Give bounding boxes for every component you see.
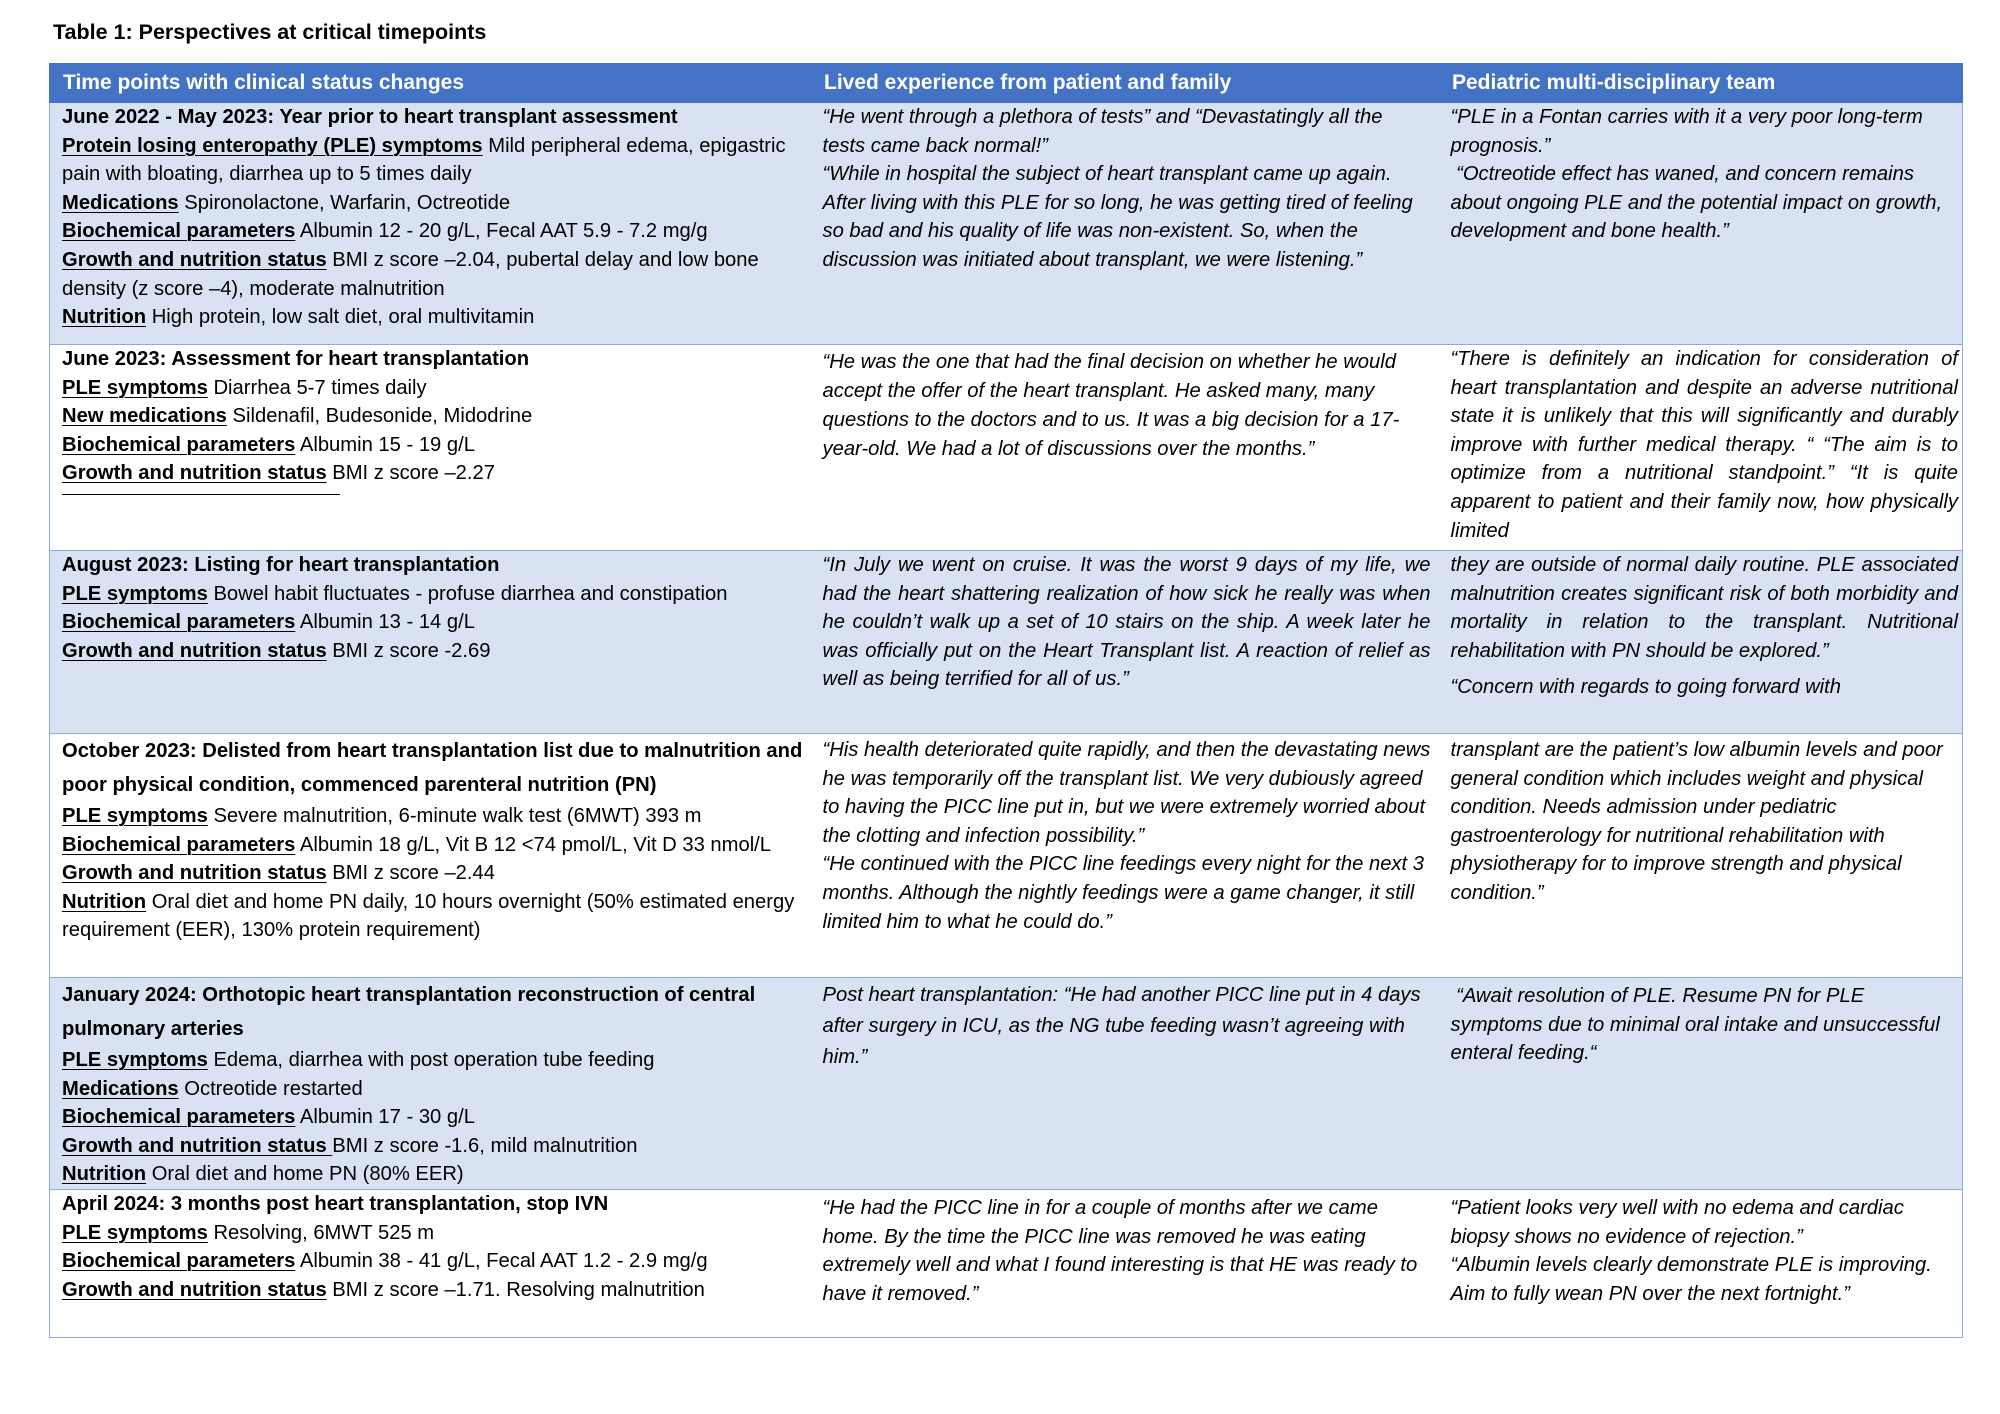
detail-value: Edema, diarrhea with post operation tube feeding	[207, 1049, 655, 1071]
detail-value: Albumin 38 - 41 g/L, Fecal AAT 1.2 - 2.9 mg/g	[295, 1250, 708, 1273]
timepoint-cell	[50, 103, 811, 345]
team-cell	[1439, 103, 1963, 345]
table-caption: Table 1: Perspectives at critical timepoints	[53, 20, 487, 44]
header-lived-experience: Lived experience from patient and family	[811, 64, 1439, 103]
table-row	[50, 978, 1963, 1190]
lived-quote: “He was the one that had the final decision on whether he would accept the offer of the heart transplant. He asked many, many questions to the doctors and to us. It was a big decision for a 17-year-old. We had a lot of discussions over the months.”	[822, 351, 1400, 460]
detail-value: BMI z score -2.69	[326, 639, 491, 662]
detail-line	[62, 217, 803, 246]
header-team: Pediatric multi-disciplinary team	[1439, 64, 1963, 103]
detail-value: BMI z score –2.27	[326, 462, 495, 485]
detail-label: Medications	[62, 191, 179, 214]
detail-line	[62, 246, 803, 303]
lived-quote: “While in hospital the subject of heart transplant came up again. After living with this PLE for so long, he was getting tired of feeling so bad and his quality of life was non-existent. So, when the discussion was initiated about transplant, we were listening.”	[822, 163, 1413, 271]
detail-value: Octreotide restarted	[178, 1077, 363, 1100]
detail-value: Bowel habit fluctuates - profuse diarrhea and constipation	[207, 582, 728, 605]
timepoint-title: June 2022 - May 2023: Year prior to heart transplant assessment	[62, 106, 678, 128]
detail-line	[62, 303, 803, 332]
timepoint-cell	[50, 734, 811, 978]
timepoint-cell	[50, 978, 811, 1190]
team-cell	[1439, 345, 1963, 551]
team-cell	[1439, 978, 1963, 1190]
detail-label: Biochemical parameters	[62, 1250, 296, 1273]
detail-line	[62, 1247, 803, 1276]
timepoint-title: October 2023: Delisted from heart transplantation list due to malnutrition and poor physical condition, commenced parenteral nutrition (PN)	[62, 740, 803, 796]
detail-line	[62, 1103, 803, 1132]
detail-value: Albumin 12 - 20 g/L, Fecal AAT 5.9 - 7.2 mg/g	[295, 220, 708, 243]
table-row	[50, 345, 1963, 551]
detail-label: Biochemical parameters	[62, 611, 296, 634]
team-quote: transplant are the patient’s low albumin levels and poor general condition which includes weight and physical condition. Needs admission under pediatric gastroenterology for nutritional rehabilitation with physiotherapy for to improve strength and physical condition.”	[1450, 739, 1943, 904]
lived-quote: “He had the PICC line in for a couple of months after we came home. By the time the PICC line was removed he was eating extremely well and what I found interesting is that HE was ready to have it removed.”	[822, 1197, 1418, 1305]
detail-label: PLE symptoms	[62, 805, 208, 827]
lived-experience-cell	[811, 551, 1439, 734]
detail-line	[62, 859, 803, 888]
header-time-points: Time points with clinical status changes	[50, 64, 811, 103]
timepoint-cell	[50, 345, 811, 551]
table-row	[50, 103, 1963, 345]
timepoint-title: June 2023: Assessment for heart transplantation	[62, 348, 530, 370]
lived-experience-cell	[811, 1190, 1439, 1338]
detail-label: Nutrition	[62, 1163, 147, 1186]
team-quote: “Octreotide effect has waned, and concern remains about ongoing PLE and the potential impact on growth, development and bone health.”	[1450, 163, 1943, 243]
detail-value: Diarrhea 5-7 times daily	[207, 376, 427, 399]
lived-experience-cell	[811, 103, 1439, 345]
detail-label: Protein losing enteropathy (PLE) symptoms	[62, 134, 483, 157]
detail-label: Biochemical parameters	[62, 220, 296, 243]
detail-label: PLE symptoms	[62, 582, 208, 605]
detail-value: Albumin 18 g/L, Vit B 12 <74 pmol/L, Vit D 33 nmol/L	[295, 833, 772, 856]
detail-label: PLE symptoms	[62, 1049, 208, 1071]
detail-value: Sildenafil, Budesonide, Midodrine	[226, 405, 533, 428]
table-row	[50, 1190, 1963, 1338]
lived-experience-cell	[811, 978, 1439, 1190]
detail-label: Biochemical parameters	[62, 833, 296, 856]
detail-line	[62, 802, 803, 831]
team-cell	[1439, 1190, 1963, 1338]
detail-label: Growth and nutrition status	[62, 639, 327, 662]
detail-label: Growth and nutrition status	[62, 1278, 327, 1301]
detail-line	[62, 189, 803, 218]
detail-line	[62, 1276, 803, 1305]
detail-line	[62, 402, 803, 431]
team-quote: they are outside of normal daily routine. PLE associated malnutrition creates significant risk of both morbidity and mortality in relation to the transplant. Nutritional rehabilitation with PN should be explored.”	[1450, 554, 1958, 662]
detail-value: Oral diet and home PN (80% EER)	[146, 1163, 464, 1186]
table-row	[50, 734, 1963, 978]
detail-line	[62, 374, 803, 403]
detail-line	[62, 459, 803, 488]
detail-label: Growth and nutrition status	[62, 248, 327, 271]
detail-label: PLE symptoms	[62, 376, 208, 399]
detail-label: Nutrition	[62, 306, 147, 329]
detail-value: Resolving, 6MWT 525 m	[207, 1221, 435, 1244]
detail-value: Mild peripheral edema, epigastric pain with bloating, diarrhea up to 5 times daily	[62, 134, 786, 186]
underline-rule	[62, 488, 340, 495]
detail-label: Nutrition	[62, 890, 147, 913]
detail-label: Medications	[62, 1077, 179, 1100]
detail-line	[62, 132, 803, 189]
detail-value: BMI z score -1.6, mild malnutrition	[332, 1134, 638, 1157]
team-quote: “Concern with regards to going forward with	[1450, 676, 1841, 699]
team-cell	[1439, 551, 1963, 734]
team-quote: “Albumin levels clearly demonstrate PLE is improving. Aim to fully wean PN over the next fortnight.”	[1450, 1254, 1932, 1305]
detail-value: Spironolactone, Warfarin, Octreotide	[178, 191, 511, 214]
detail-line	[62, 637, 803, 666]
lived-experience-cell	[811, 734, 1439, 978]
timepoint-title: January 2024: Orthotopic heart transplantation reconstruction of central pulmonary arteries	[62, 984, 756, 1040]
lived-experience-cell	[811, 345, 1439, 551]
team-quote: “PLE in a Fontan carries with it a very poor long-term prognosis.”	[1450, 106, 1923, 157]
lived-quote: “He went through a plethora of tests” and “Devastatingly all the tests came back normal!”	[822, 106, 1383, 157]
lived-quote: Post heart transplantation: “He had another PICC line put in 4 days after surgery in ICU, as the NG tube feeding wasn’t agreeing with him.”	[822, 984, 1421, 1068]
detail-label: New medications	[62, 405, 227, 428]
perspectives-table	[49, 63, 1963, 1338]
detail-label: Growth and nutrition status	[62, 462, 327, 485]
detail-line	[62, 1075, 803, 1104]
team-quote: “Patient looks very well with no edema and cardiac biopsy shows no evidence of rejection.”	[1450, 1197, 1904, 1248]
detail-line	[62, 888, 803, 945]
detail-value: High protein, low salt diet, oral multivitamin	[146, 306, 535, 329]
lived-quote: “His health deteriorated quite rapidly, and then the devastating news he was temporarily off the transplant list. We very dubiously agreed to having the PICC line put in, but we were extremely worried about the clotting and infection possibility.”	[822, 739, 1431, 847]
table-header-row	[50, 64, 1963, 103]
timepoint-cell	[50, 1190, 811, 1338]
team-cell	[1439, 734, 1963, 978]
detail-value: Oral diet and home PN daily, 10 hours overnight (50% estimated energy requirement (EER), 130% protein requirement)	[62, 890, 795, 942]
detail-value: BMI z score –1.71. Resolving malnutrition	[326, 1278, 705, 1301]
detail-label: Growth and nutrition status	[62, 1134, 333, 1157]
detail-label: Growth and nutrition status	[62, 862, 327, 885]
detail-line	[62, 580, 803, 609]
lived-quote: “In July we went on cruise. It was the worst 9 days of my life, we had the heart shattering realization of how sick he really was when he couldn’t walk up a set of 10 stairs on the ship. A week later he was officially put on the Heart Transplant list. A reaction of relief as well as being terrified for all of us.”	[822, 554, 1431, 691]
detail-line	[62, 1219, 803, 1248]
timepoint-title: April 2024: 3 months post heart transplantation, stop IVN	[62, 1193, 609, 1215]
detail-line	[62, 831, 803, 860]
detail-line	[62, 608, 803, 637]
detail-value: BMI z score –2.04, pubertal delay and low bone density (z score –4), moderate malnutrition	[62, 248, 759, 300]
detail-value: Albumin 13 - 14 g/L	[295, 611, 475, 634]
lived-quote: “He continued with the PICC line feedings every night for the next 3 months. Although the nightly feedings were a game changer, it still limited him to what he could do.”	[822, 853, 1424, 933]
detail-label: PLE symptoms	[62, 1221, 208, 1244]
detail-label: Biochemical parameters	[62, 433, 296, 456]
team-quote: “Await resolution of PLE. Resume PN for PLE symptoms due to minimal oral intake and unsuccessful enteral feeding.“	[1450, 985, 1940, 1065]
detail-line	[62, 1160, 803, 1189]
detail-line	[62, 1132, 803, 1161]
detail-label: Biochemical parameters	[62, 1106, 296, 1129]
timepoint-title: August 2023: Listing for heart transplantation	[62, 554, 500, 576]
detail-value: Albumin 15 - 19 g/L	[295, 433, 475, 456]
team-quote: “There is definitely an indication for consideration of heart transplantation and despite an adverse nutritional state it is unlikely that this will significantly and durably improve with further medical therapy. “ “The aim is to optimize from a nutritional standpoint.” “It is quite apparent to patient and their family now, how physically limited	[1450, 348, 1958, 542]
timepoint-cell	[50, 551, 811, 734]
detail-line	[62, 431, 803, 460]
detail-line	[62, 1046, 803, 1075]
table-row	[50, 551, 1963, 734]
detail-value: Severe malnutrition, 6-minute walk test (6MWT) 393 m	[207, 805, 702, 827]
detail-value: Albumin 17 - 30 g/L	[295, 1106, 475, 1129]
detail-value: BMI z score –2.44	[326, 862, 495, 885]
